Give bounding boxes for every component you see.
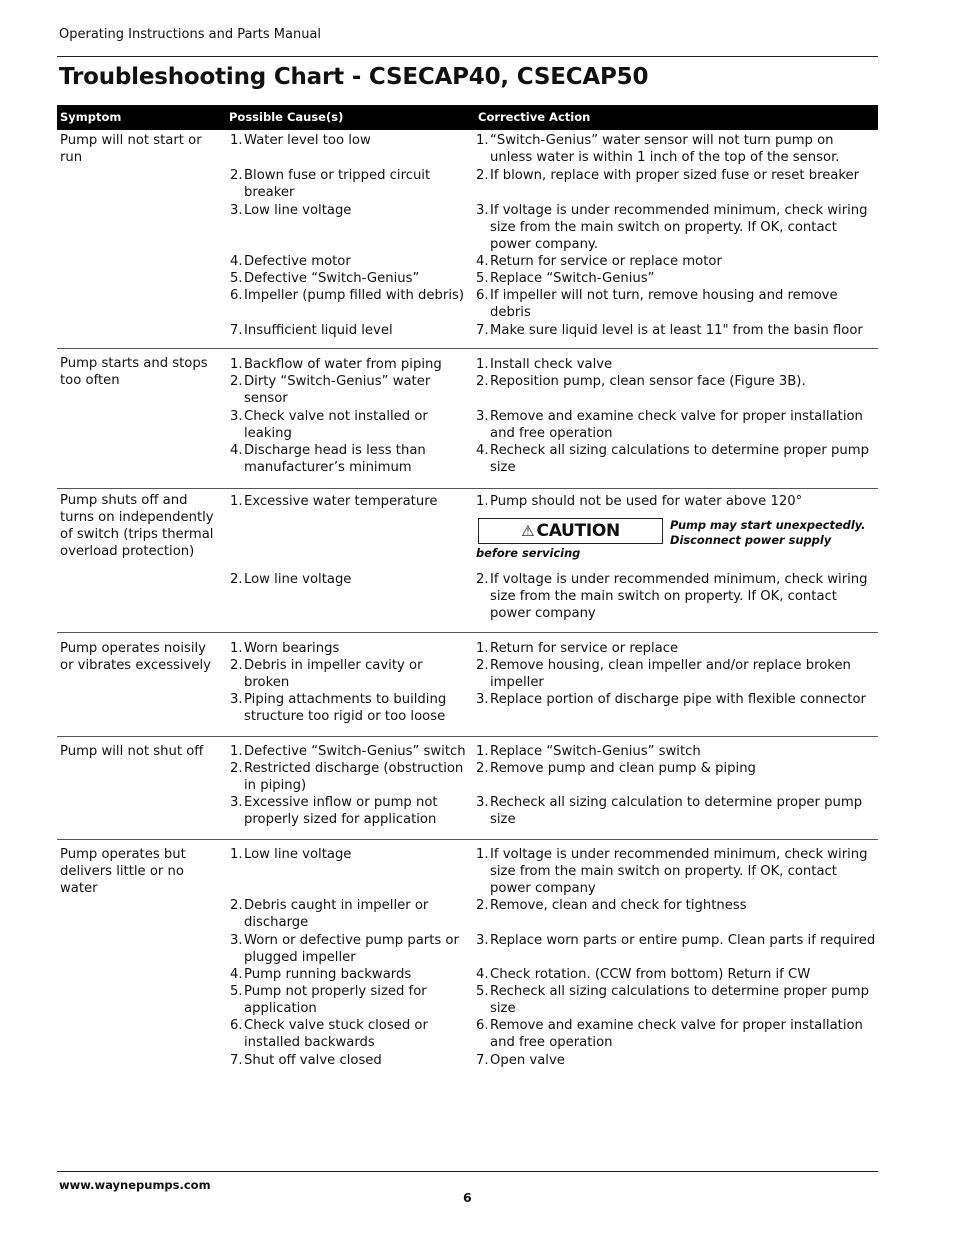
item-text: Replace worn parts or entire pump. Clean parts if required xyxy=(490,933,876,948)
cause-item xyxy=(230,983,466,1017)
header-rule xyxy=(57,56,878,57)
item-number: 5. xyxy=(476,271,489,286)
cause-item xyxy=(230,373,466,407)
item-text: Check valve not installed or leaking xyxy=(244,409,428,441)
action-item xyxy=(476,657,876,691)
item-number: 6. xyxy=(476,288,489,303)
item-text: Remove and examine check valve for proper installation and free operation xyxy=(490,1018,863,1050)
item-text: Make sure liquid level is at least 11" from the basin floor xyxy=(490,323,863,338)
cause-item xyxy=(230,640,466,657)
symptom-cell: Pump will not start or run xyxy=(60,133,202,165)
header-label: Operating Instructions and Parts Manual xyxy=(59,27,322,42)
item-number: 1. xyxy=(230,744,243,759)
item-text: If voltage is under recommended minimum, check wiring size from the main switch on property. If OK, contact power company. xyxy=(490,203,868,252)
cause-item xyxy=(230,691,466,725)
cause-item xyxy=(230,1017,466,1051)
action-item xyxy=(476,571,876,622)
item-number: 2. xyxy=(230,658,243,673)
item-text: Remove and examine check valve for proper installation and free operation xyxy=(490,409,863,441)
item-text: Low line voltage xyxy=(244,572,352,587)
item-number: 2. xyxy=(230,898,243,913)
action-item xyxy=(476,691,876,708)
cause-item xyxy=(230,253,466,270)
item-text: Recheck all sizing calculations to determine proper pump size xyxy=(490,984,869,1016)
table-header xyxy=(57,105,878,130)
row-divider xyxy=(57,348,878,349)
item-text: Restricted discharge (obstruction in piping) xyxy=(244,761,464,793)
cause-item xyxy=(230,1052,466,1069)
item-number: 3. xyxy=(230,409,243,424)
item-text: Water level too low xyxy=(244,133,371,148)
item-text: If impeller will not turn, remove housing and remove debris xyxy=(490,288,838,320)
item-number: 2. xyxy=(476,572,489,587)
cause-item xyxy=(230,356,466,373)
caution-label xyxy=(478,518,663,544)
action-item xyxy=(476,202,876,253)
item-text: Pump running backwards xyxy=(244,967,412,982)
cause-item xyxy=(230,270,466,287)
item-text: Remove housing, clean impeller and/or replace broken impeller xyxy=(490,658,851,690)
action-item xyxy=(476,408,876,442)
item-number: 3. xyxy=(476,795,489,810)
action-item xyxy=(476,322,876,339)
column-header-action: Corrective Action xyxy=(478,110,591,124)
item-number: 4. xyxy=(230,443,243,458)
item-number: 4. xyxy=(230,967,243,982)
item-text: If voltage is under recommended minimum, check wiring size from the main switch on property. If OK, contact power company xyxy=(490,847,868,896)
action-item xyxy=(476,442,876,476)
item-number: 1. xyxy=(476,641,489,656)
item-text: Pump should not be used for water above 120° xyxy=(490,494,803,509)
item-text: Low line voltage xyxy=(244,847,352,862)
action-item xyxy=(476,983,876,1017)
item-number: 4. xyxy=(476,443,489,458)
item-text: Replace “Switch-Genius” switch xyxy=(490,744,701,759)
item-number: 3. xyxy=(230,795,243,810)
item-number: 2. xyxy=(230,374,243,389)
item-number: 1. xyxy=(476,744,489,759)
cause-item xyxy=(230,743,466,760)
item-number: 1. xyxy=(476,133,489,148)
cause-item xyxy=(230,794,466,828)
action-item xyxy=(476,897,876,914)
item-number: 1. xyxy=(230,847,243,862)
item-number: 1. xyxy=(230,641,243,656)
item-number: 3. xyxy=(476,409,489,424)
action-item xyxy=(476,270,876,287)
item-text: Impeller (pump filled with debris) xyxy=(244,288,464,303)
row-divider xyxy=(57,488,878,489)
item-number: 6. xyxy=(230,1018,243,1033)
action-item xyxy=(476,356,876,373)
item-text: Defective “Switch-Genius” xyxy=(244,271,420,286)
action-item xyxy=(476,132,876,166)
symptom-cell: Pump operates noisily or vibrates excessively xyxy=(60,641,211,673)
item-number: 4. xyxy=(476,254,489,269)
item-text: Blown fuse or tripped circuit breaker xyxy=(244,168,431,200)
column-header-symptom: Symptom xyxy=(60,110,122,124)
caution-note-tail: before servicing xyxy=(476,546,581,560)
caution-note: Pump may start unexpectedly. Disconnect power supply xyxy=(670,518,866,547)
item-text: Reposition pump, clean sensor face (Figure 3B). xyxy=(490,374,806,389)
symptom-cell: Pump shuts off and turns on independently of switch (trips thermal overload protection) xyxy=(60,493,214,559)
item-number: 2. xyxy=(230,572,243,587)
item-number: 4. xyxy=(476,967,489,982)
item-text: Worn or defective pump parts or plugged impeller xyxy=(244,933,459,965)
cause-item xyxy=(230,202,466,219)
item-number: 1. xyxy=(476,494,489,509)
item-number: 2. xyxy=(476,898,489,913)
item-text: Replace portion of discharge pipe with flexible connector xyxy=(490,692,866,707)
item-number: 1. xyxy=(230,357,243,372)
item-text: Defective “Switch-Genius” switch xyxy=(244,744,466,759)
item-text: Shut off valve closed xyxy=(244,1053,382,1068)
action-item xyxy=(476,167,876,184)
item-number: 1. xyxy=(476,847,489,862)
item-number: 2. xyxy=(476,374,489,389)
item-number: 7. xyxy=(476,1053,489,1068)
item-text: Discharge head is less than manufacturer’s minimum xyxy=(244,443,426,475)
item-text: Remove, clean and check for tightness xyxy=(490,898,747,913)
cause-item xyxy=(230,760,466,794)
cause-item xyxy=(230,408,466,442)
item-text: Excessive water temperature xyxy=(244,494,438,509)
item-number: 3. xyxy=(476,933,489,948)
item-number: 5. xyxy=(230,271,243,286)
action-item xyxy=(476,640,876,657)
row-divider xyxy=(57,632,878,633)
item-text: Remove pump and clean pump & piping xyxy=(490,761,756,776)
cause-item xyxy=(230,442,466,476)
item-number: 3. xyxy=(476,692,489,707)
action-item xyxy=(476,1017,876,1051)
action-item xyxy=(476,932,876,949)
item-text: Open valve xyxy=(490,1053,565,1068)
item-number: 2. xyxy=(476,658,489,673)
item-number: 2. xyxy=(230,761,243,776)
item-number: 5. xyxy=(230,984,243,999)
item-text: Recheck all sizing calculations to determine proper pump size xyxy=(490,443,869,475)
action-item xyxy=(476,493,876,510)
item-text: Check valve stuck closed or installed backwards xyxy=(244,1018,428,1050)
item-number: 4. xyxy=(230,254,243,269)
action-item xyxy=(476,966,876,983)
item-number: 3. xyxy=(230,203,243,218)
cause-item xyxy=(230,897,466,931)
footer-website-link[interactable]: www.waynepumps.com xyxy=(59,1178,211,1192)
caution-word: CAUTION xyxy=(536,521,620,541)
action-item xyxy=(476,373,876,390)
item-text: Return for service or replace xyxy=(490,641,679,656)
item-text: Replace “Switch-Genius” xyxy=(490,271,655,286)
item-text: Check rotation. (CCW from bottom) Return if CW xyxy=(490,967,811,982)
cause-item xyxy=(230,657,466,691)
page-title: Troubleshooting Chart - CSECAP40, CSECAP50 xyxy=(59,64,649,90)
item-text: “Switch-Genius” water sensor will not turn pump on unless water is within 1 inch of the top of the sensor. xyxy=(490,133,840,165)
action-item xyxy=(476,1052,876,1069)
item-text: Debris caught in impeller or discharge xyxy=(244,898,429,930)
item-number: 1. xyxy=(230,494,243,509)
item-text: Excessive inflow or pump not properly sized for application xyxy=(244,795,438,827)
cause-item xyxy=(230,932,466,966)
item-number: 7. xyxy=(230,1053,243,1068)
item-number: 3. xyxy=(230,692,243,707)
item-number: 6. xyxy=(476,1018,489,1033)
action-item xyxy=(476,253,876,270)
item-number: 2. xyxy=(476,761,489,776)
item-number: 6. xyxy=(230,288,243,303)
page-number: 6 xyxy=(463,1190,472,1205)
action-item xyxy=(476,846,876,897)
item-number: 3. xyxy=(230,933,243,948)
cause-item xyxy=(230,322,466,339)
item-number: 5. xyxy=(476,984,489,999)
item-number: 7. xyxy=(230,323,243,338)
cause-item xyxy=(230,493,466,510)
item-text: Backflow of water from piping xyxy=(244,357,442,372)
item-text: Debris in impeller cavity or broken xyxy=(244,658,423,690)
symptom-cell: Pump starts and stops too often xyxy=(60,356,208,388)
warning-triangle-icon: ⚠ xyxy=(521,522,535,540)
column-header-causes: Possible Cause(s) xyxy=(229,110,344,124)
item-number: 2. xyxy=(230,168,243,183)
item-text: Defective motor xyxy=(244,254,351,269)
item-number: 2. xyxy=(476,168,489,183)
cause-item xyxy=(230,167,466,201)
row-divider xyxy=(57,736,878,737)
item-text: If blown, replace with proper sized fuse or reset breaker xyxy=(490,168,860,183)
action-item xyxy=(476,760,876,777)
symptom-cell: Pump operates but delivers little or no water xyxy=(60,847,186,896)
action-item xyxy=(476,743,876,760)
item-text: Pump not properly sized for application xyxy=(244,984,427,1016)
item-text: Return for service or replace motor xyxy=(490,254,722,269)
item-text: Insufficient liquid level xyxy=(244,323,393,338)
action-item xyxy=(476,794,876,828)
item-number: 1. xyxy=(230,133,243,148)
item-text: Install check valve xyxy=(490,357,613,372)
cause-item xyxy=(230,966,466,983)
item-text: Recheck all sizing calculation to determine proper pump size xyxy=(490,795,863,827)
footer-rule xyxy=(57,1171,878,1172)
item-number: 1. xyxy=(476,357,489,372)
row-divider xyxy=(57,839,878,840)
cause-item xyxy=(230,846,466,863)
item-text: Piping attachments to building structure too rigid or too loose xyxy=(244,692,447,724)
item-text: Low line voltage xyxy=(244,203,352,218)
item-number: 3. xyxy=(476,203,489,218)
item-number: 7. xyxy=(476,323,489,338)
cause-item xyxy=(230,287,466,304)
symptom-cell: Pump will not shut off xyxy=(60,744,204,759)
cause-item xyxy=(230,571,466,588)
cause-item xyxy=(230,132,466,149)
action-item xyxy=(476,287,876,321)
item-text: Worn bearings xyxy=(244,641,340,656)
item-text: Dirty “Switch-Genius” water sensor xyxy=(244,374,431,406)
item-text: If voltage is under recommended minimum, check wiring size from the main switch on property. If OK, contact power company xyxy=(490,572,868,621)
